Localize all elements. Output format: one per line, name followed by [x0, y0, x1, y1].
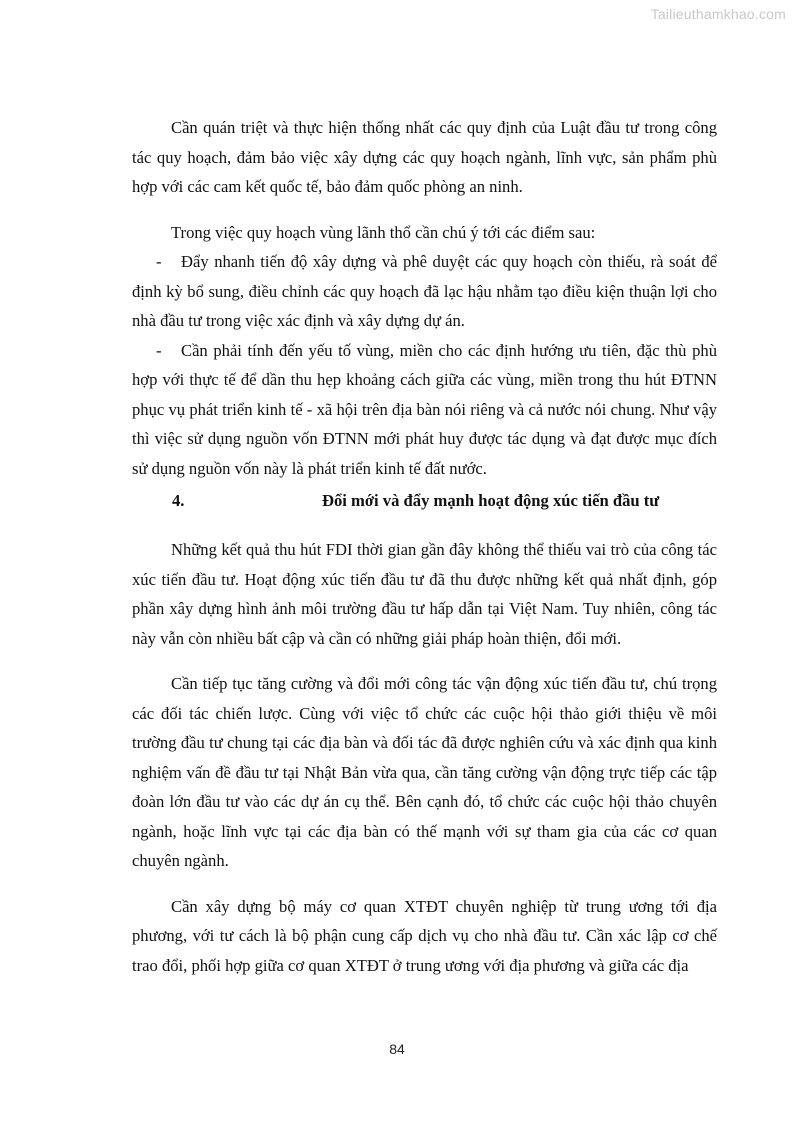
- paragraph-investment-promotion-results: Những kết quả thu hút FDI thời gian gần đây không thể thiếu vai trò của công tác xúc tiến đầu tư. Hoạt động xúc tiến đầu tư đã thu được những kết quả nhất định, góp phần xây dựng hình ảnh môi trường đầu tư hấp dẫn tại Việt Nam. Tuy nhiên, công tác này vẫn còn nhiều bất cập và cần có những giải pháp hoàn thiện, đổi mới.: [132, 540, 717, 648]
- section-heading: [132, 483, 717, 519]
- paragraph-planning-law: Cần quán triệt và thực hiện thống nhất các quy định của Luật đầu tư trong công tác quy hoạch, đảm bảo việc xây dựng các quy hoạch ngành, lĩnh vực, sản phẩm phù hợp với các cam kết quốc tế, bảo đảm quốc phòng an ninh.: [132, 118, 717, 196]
- watermark: Tailieuthamkhao.com: [650, 6, 786, 22]
- document-body: [132, 113, 717, 980]
- section-title: Đổi mới và đẩy mạnh hoạt động xúc tiến đầu tư: [322, 491, 660, 510]
- paragraph-regional-planning-intro: Trong việc quy hoạch vùng lãnh thổ cần chú ý tới các điểm sau:: [171, 222, 596, 242]
- bullet-text: Đẩy nhanh tiến độ xây dựng và phê duyệt các quy hoạch còn thiếu, rà soát để định kỳ bổ sung, điều chỉnh các quy hoạch đã lạc hậu nhằm tạo điều kiện thuận lợi cho nhà đầu tư trong việc xác định và xây dựng dự án.: [132, 252, 717, 330]
- page-number: 84: [389, 1041, 405, 1057]
- bullet-item: [132, 247, 717, 336]
- paragraph-investment-promotion-agency: Cần xây dựng bộ máy cơ quan XTĐT chuyên nghiệp từ trung ương tới địa phương, với tư cách là bộ phận cung cấp dịch vụ cho nhà đầu tư. Cần xác lập cơ chế trao đổi, phối hợp giữa cơ quan XTĐT ở trung ương với địa phương và giữa các địa: [132, 896, 717, 975]
- section-number: 4.: [172, 491, 185, 510]
- bullet-item: [132, 336, 717, 484]
- bullet-dash: -: [156, 340, 162, 360]
- bullet-text: Cần phải tính đến yếu tố vùng, miền cho các định hướng ưu tiên, đặc thù phù hợp với thực tế để dần thu hẹp khoảng cách giữa các vùng, miền trong thu hút ĐTNN phục vụ phát triển kinh tế - xã hội trên địa bàn nói riêng và cả nước nói chung. Như vậy thì việc sử dụng nguồn vốn ĐTNN mới phát huy được tác dụng và đạt được mục đích sử dụng nguồn vốn này là phát triển kinh tế đất nước.: [132, 340, 717, 478]
- paragraph-investment-promotion-strategy: Cần tiếp tục tăng cường và đổi mới công tác vận động xúc tiến đầu tư, chú trọng các đối tác chiến lược. Cùng với việc tổ chức các cuộc hội thảo giới thiệu về môi trường đầu tư chung tại các địa bàn và đối tác đã được nghiên cứu và xác định qua kinh nghiệm vấn đề đầu tư tại Nhật Bản vừa qua, cần tăng cường vận động trực tiếp các tập đoàn lớn đầu tư vào các dự án cụ thể. Bên cạnh đó, tổ chức các cuộc hội thảo chuyên ngành, hoặc lĩnh vực tại các địa bàn có thế mạnh với sự tham gia của các cơ quan chuyên ngành.: [132, 674, 717, 870]
- bullet-dash: -: [156, 252, 162, 271]
